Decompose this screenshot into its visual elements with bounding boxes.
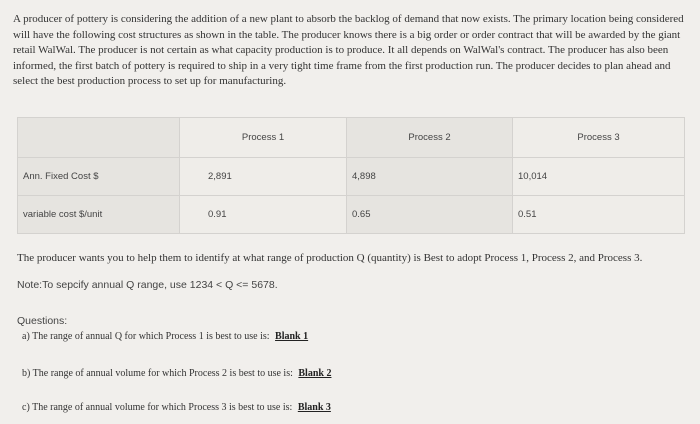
header-empty-cell [18,118,180,158]
question-c-text: c) The range of annual volume for which Process 3 is best to use is: [22,402,293,413]
row-label-fixed-cost: Ann. Fixed Cost $ [18,158,180,196]
blank-1-input[interactable]: Blank 1 [275,331,309,342]
intro-line: select the best production process to set up for manufacturing. [13,75,287,88]
header-process-2: Process 2 [347,118,513,158]
question-b [22,368,331,379]
fixed-cost-process-1: 2,891 [208,171,232,182]
table-row [18,196,685,234]
question-a-text: a) The range of annual Q for which Process 1 is best to use is: [22,331,270,342]
intro-line: retail WalWal. The producer is not certain as what capacity production is to produce. It all depends on WalWal's contract. The producer has also been [13,44,669,57]
question-a [22,331,308,342]
question-b-text: b) The range of annual volume for which Process 2 is best to use is: [22,368,293,379]
variable-cost-process-3: 0.51 [513,196,685,234]
cost-structure-table [17,117,685,234]
blank-3-input[interactable]: Blank 3 [297,402,331,413]
header-process-1: Process 1 [180,118,347,158]
range-format-note: Note:To sepcify annual Q range, use 1234 < Q <= 5678. [17,279,278,291]
intro-line: informed, the first batch of pottery is required to ship in a very tight time frame from the first production run. The producer decides to plan ahead and [13,59,671,72]
variable-cost-process-1: 0.91 [208,209,227,220]
variable-cost-process-2: 0.65 [347,196,513,234]
fixed-cost-process-3: 10,014 [513,158,685,196]
row-label-variable-cost: variable cost $/unit [18,196,180,234]
intro-line: will have the following cost structures as shown in the table. The producer knows there is a big order or order contract that will be awarded by the giant [13,28,681,41]
fixed-cost-process-2: 4,898 [347,158,513,196]
intro-line: A producer of pottery is considering the addition of a new plant to absorb the backlog of demand that now exists. The primary location being considered [13,13,684,25]
task-prompt: The producer wants you to help them to identify at what range of production Q (quantity) is Best to adopt Process 1, Process 2, and Process 3. [17,252,643,264]
question-c [22,402,331,413]
header-process-3: Process 3 [513,118,685,158]
table-header-row [18,118,685,158]
questions-heading: Questions: [17,315,68,327]
problem-statement [13,12,689,90]
table-row [18,158,685,196]
blank-2-input[interactable]: Blank 2 [298,368,332,379]
